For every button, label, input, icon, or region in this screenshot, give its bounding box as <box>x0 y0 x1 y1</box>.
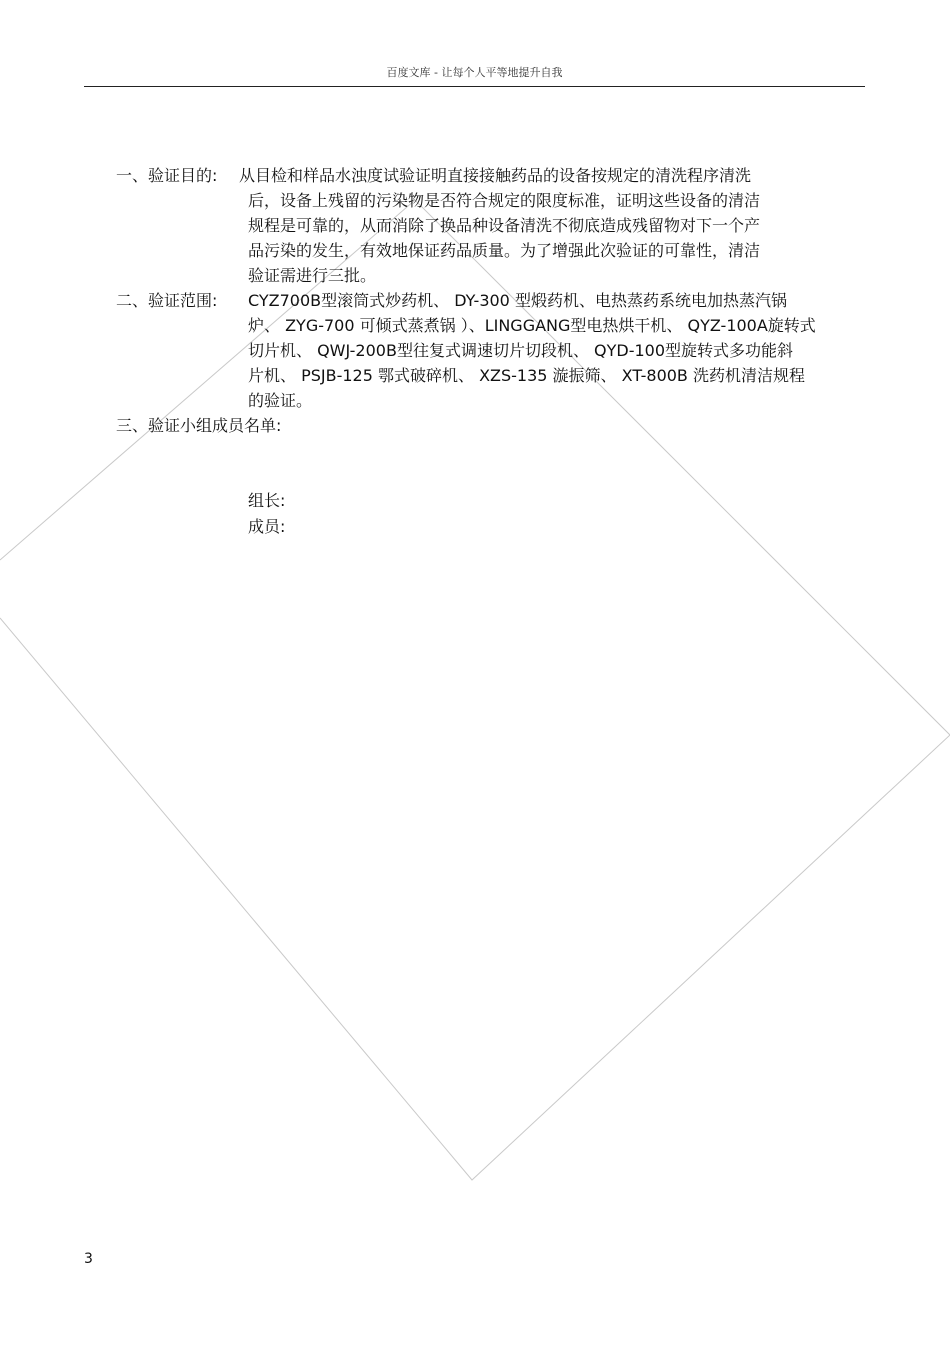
page-header <box>84 60 865 87</box>
scope-label: 二、验证范围: <box>116 291 218 310</box>
purpose-line-2: 后，设备上残留的污染物是否符合规定的限度标准，证明这些设备的清洁 <box>248 191 761 210</box>
purpose-line-3: 规程是可靠的，从而消除了换品种设备清洗不彻底造成残留物对下一个产 <box>248 216 761 235</box>
scope-line-3: 切片机、 QWJ-200B型往复式调速切片切段机、 QYD-100型旋转式多功能斜 <box>248 341 794 360</box>
header-text: 百度文库 - 让每个人平等地提升自我 <box>386 66 563 79</box>
team-label: 三、验证小组成员名单: <box>116 416 282 435</box>
members-label: 成员: <box>248 517 286 536</box>
scope-line-5: 的验证。 <box>248 391 313 410</box>
purpose-line-5: 验证需进行三批。 <box>248 266 377 285</box>
purpose-label: 一、验证目的: <box>116 166 218 185</box>
scope-line-2: 炉、 ZYG-700 可倾式蒸煮锅 ）、LINGGANG型电热烘干机、 QYZ-100A旋转式 <box>248 316 816 335</box>
page-number: 3 <box>84 1251 93 1267</box>
scope-line-1: CYZ700B型滚筒式炒药机、 DY-300 型煅药机、电热蒸药系统电加热蒸汽锅 <box>248 291 787 310</box>
purpose-body <box>248 188 866 288</box>
scope-body <box>248 288 866 413</box>
leader-label: 组长: <box>248 491 286 510</box>
scope-line-4: 片机、 PSJB-125 鄂式破碎机、 XZS-135 漩振筛、 XT-800B 洗药机清洁规程 <box>248 366 805 385</box>
purpose-line-1: 从目检和样品水浊度试验证明直接接触药品的设备按规定的清洗程序清洗 <box>239 166 752 185</box>
purpose-line-4: 品污染的发生，有效地保证药品质量。为了增强此次验证的可靠性，清洁 <box>248 241 761 260</box>
